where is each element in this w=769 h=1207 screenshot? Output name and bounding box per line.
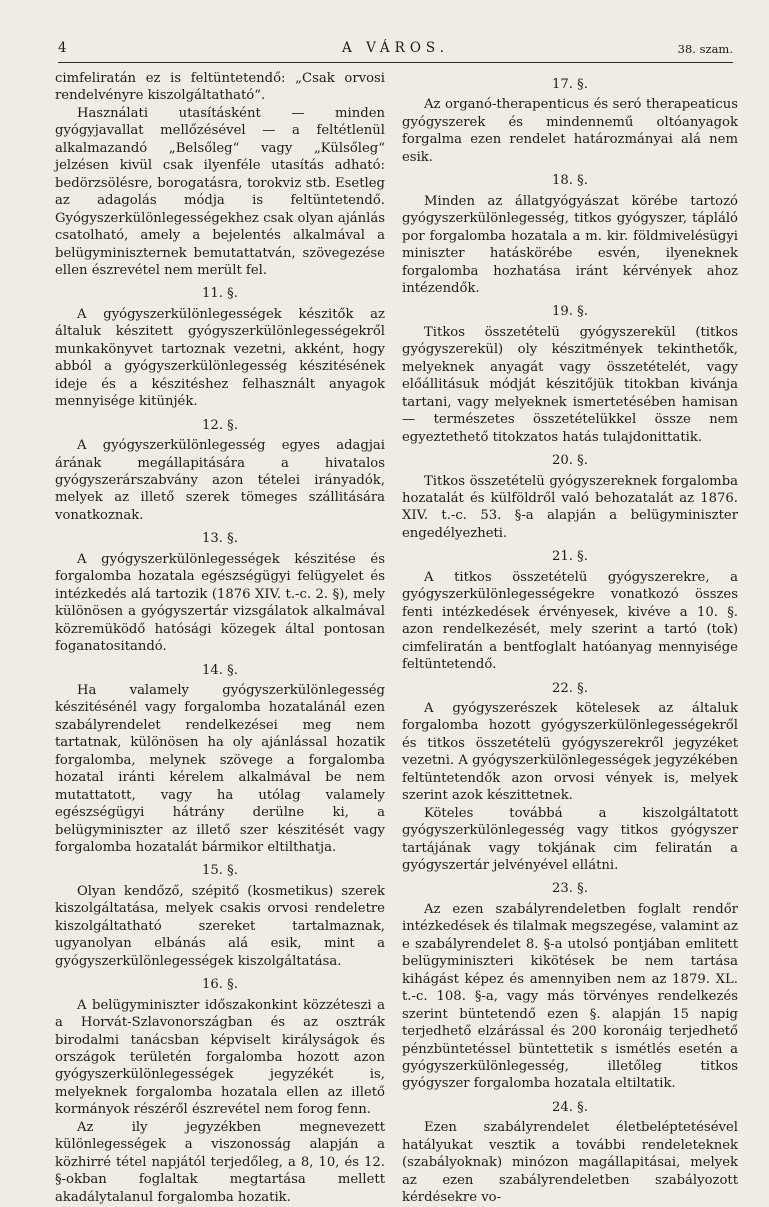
- section-heading: 24. §.: [552, 1099, 588, 1115]
- paragraph: A gyógyszerkülönlegességek készitők az általuk készitett gyógyszerkülönlegességekről munkakönyvet tartoznak vezetni, akként, hogy abból a gyógyszerkülönlegesség készitésének ideje és a készitéshez felhasznált anyagok mennyisége kitünjék.: [55, 306, 385, 410]
- paragraph: A gyógyszerkülönlegesség egyes adagjai árának megállapitására a hivatalos gyógyszerárszabvány azon tételei irányadók, melyek az illető szerek tömeges szállitására vonatkoznak.: [55, 438, 385, 523]
- issue-number: 38. szam.: [677, 42, 733, 56]
- section-heading: 15. §.: [202, 863, 238, 879]
- section-heading: 21. §.: [552, 549, 588, 565]
- paragraph: Ha valamely gyógyszerkülönlegesség készitésénél vagy forgalomba hozatalánál ezen szabályrendelet rendelkezései meg nem tartatnak, különösen ha oly ajánlással hozatik forgalomba, melynek szövege a forgalomba hozatal iránti kérelem alkalmával be nem mutattatott, vagy ha utólag valamely egészségügyi hátrány derülne ki, a belügyminiszter az illető szer készitését vagy forgalomba hozatalát bármikor eltilthatja.: [55, 682, 385, 856]
- page-number: 4: [58, 40, 67, 56]
- paragraph: cimfeliratán ez is feltüntetendő: „Csak orvosi rendelvényre kiszolgáltatható“.: [55, 71, 385, 104]
- paragraph: A titkos összetételü gyógyszerekre, a gyógyszerkülönlegességekre vonatkozó összes fenti intézkedések érvényesek, kivéve a 10. §. azon rendelkezését, mely szerint a tartó (tok) cimfeliratán a bentfoglalt hatóanyag mennyisége feltüntetendő.: [402, 569, 738, 673]
- section-heading: 22. §.: [552, 680, 588, 696]
- page-header: [58, 38, 733, 63]
- paragraph: Ezen szabályrendelet életbeléptetésével hatályukat vesztik a további rendeleteknek (szabályoknak) minózon magállapitásai, melyek az ezen szabályrendeletben szabályozott kérdésekre vo-: [402, 1120, 738, 1206]
- paragraph: Minden az állatgyógyászat körébe tartozó gyógyszerkülönlegesség, titkos gyógyszer, tápláló por forgalomba hozatala a m. kir. földmivelésügyi miniszter hatáskörébe esvén, ilyeneknek forgalomba hozhatása iránt kérvények ahoz intézendők.: [402, 193, 738, 296]
- paragraph: Köteles továbbá a kiszolgáltatott gyógyszerkülönlegesség vagy titkos gyógyszer tartájának vagy tokjának cim feliratán a gyógyszertár jelvényével ellátni.: [402, 805, 738, 874]
- paragraph: Titkos összetételü gyógyszereknek forgalomba hozatalát és külföldről való behozatalát az 1876. XIV. t.-c. 53. §-a alapján a belügyminiszter engedélyezheti.: [402, 473, 738, 541]
- right-column: [402, 70, 738, 1207]
- paragraph: A gyógyszerészek kötelesek az általuk forgalomba hozott gyógyszerkülönlegességekről és titkos összetételü gyógyszerekről jegyzéket vezetni. A gyógyszerkülönlegességek jegyzékében feltüntetendők azon orvosi vények is, melyek szerint azok készittetnek.: [402, 700, 738, 804]
- paragraph: Használati utasításként — minden gyógyjavallat mellőzésével — a feltétlenül alkalmazandó „Belsőleg“ vagy „Külsőleg“ jelzésen kivül csak ilyenféle utasítás adható: bedörzsölésre, borogatásra, torokviz stb. Esetleg az adagolás módja is feltüntetendő. Gyógyszerkülönlegességekhez csak olyan ajánlás csatolható, amely a bejelentés alkalmával a belügyminiszternek bemutattatván, szövegezése ellen észrevétel nem merült fel.: [55, 105, 385, 278]
- section-heading: 17. §.: [552, 77, 588, 92]
- section-heading: 13. §.: [202, 531, 238, 547]
- paragraph: A gyógyszerkülönlegességek készitése és forgalomba hozatala egészségügyi felügyelet és intézkedés alá tartozik (1876 XIV. t.-c. 2. §), mely különösen a gyógyszertár vizsgálatok alkalmával közremüködő hatósági közegek által pontosan foganatositandó.: [55, 551, 385, 655]
- section-heading: 14. §.: [202, 662, 238, 678]
- paragraph: Az organó-therapenticus és seró therapeaticus gyógyszerek és mindennemű oltóanyagok forgalma ezen rendelet határozmányai alá nem esik.: [402, 97, 738, 165]
- publication-title: A VÁROS.: [342, 40, 449, 56]
- section-heading: 23. §.: [552, 881, 588, 897]
- paragraph: Olyan kendőző, szépitő (kosmetikus) szerek kiszolgáltatása, melyek csakis orvosi rendeletre kiszolgáltatható szereket tartalmaznak, ugyanolyan elbánás alá esik, mint a gyógyszerkülönlegességek kiszolgáltatása.: [55, 883, 385, 969]
- section-heading: 19. §.: [552, 304, 588, 320]
- paragraph: Az ily jegyzékben megnevezett különlegességek a viszonosság alapján a közhirré tétel napjától terjedőleg, a 8, 10, és 12. §-okban foglaltak megtartása mellett akadálytalanul forgalomba hozatik.: [55, 1119, 385, 1205]
- paragraph: Az ezen szabályrendeletben foglalt rendőr intézkedések és tilalmak megszegése, valamint az e szabályrendelet 8. §-a utolsó pontjában emlitett belügyminiszteri kikötések be nem tartása kihágást képez és amennyiben nem az 1879. XL. t.-c. 108. §-a, vagy más törvényes rendelkezés szerint büntetendő ezen §. alapján 15 napig terjedhető elzárással és 200 koronáig terjedhető pénzbüntetéssel büntettetik s ismétlés esetén a gyógyszerkülönlegesség, illetőleg titkos gyógyszer forgalomba hozatala eltiltatik.: [402, 901, 738, 1092]
- paragraph: Titkos összetételü gyógyszerekül (titkos gyógyszerekül) oly készitmények tekinthetők, melyeknek anyagát vagy összetételét, vagy előállitásuk módját készitőjük titokban kivánja tartani, vagy melyeknek ismertetésében hamisan — természetes összetételükkel össze nem egyeztethető titokzatos hatás tulajdonittatik.: [402, 324, 738, 445]
- section-heading: 18. §.: [552, 173, 588, 189]
- section-heading: 20. §.: [552, 453, 588, 469]
- paragraph: A belügyminiszter időszakonkint közzéteszi a a Horvát-Szlavonországban és az osztrák birodalmi tanácsban képviselt királyságok és országok területén forgalomba hozott azon gyógyszerkülönlegességek jegyzékét is, melyeknek forgalomba hozatala ellen az illető kormányok részéről észrevétel nem forog fenn.: [55, 997, 385, 1118]
- section-heading: 11. §.: [202, 286, 238, 302]
- left-column: [55, 70, 385, 1206]
- section-heading: 16. §.: [202, 977, 238, 993]
- section-heading: 12. §.: [202, 417, 238, 433]
